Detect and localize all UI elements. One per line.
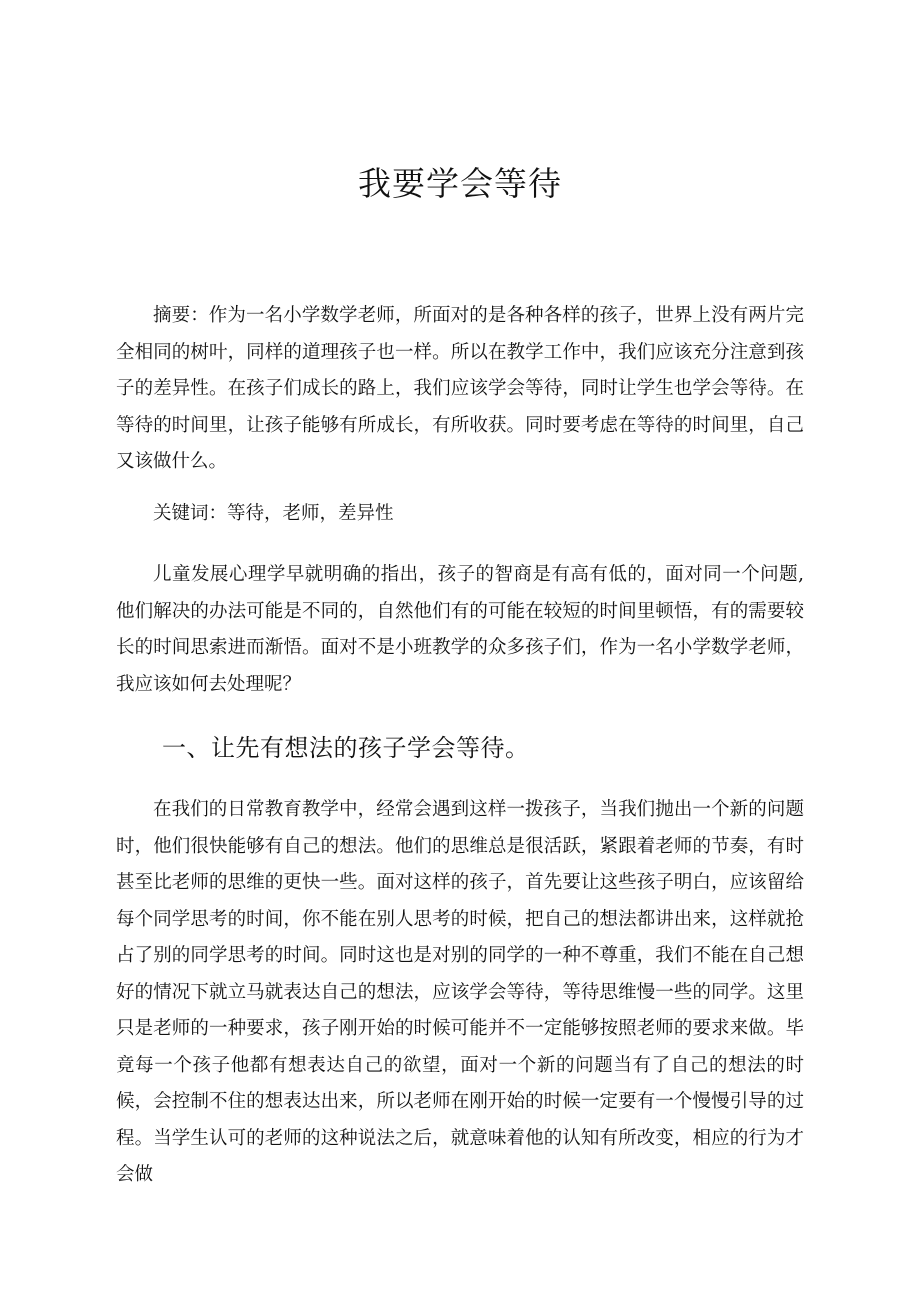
- keywords-paragraph: 关键词：等待，老师，差异性: [153, 503, 394, 524]
- document-title: 我要学会等待: [358, 164, 562, 203]
- abstract-paragraph: 摘要：作为一名小学数学老师，所面对的是各种各样的孩子，世界上没有两片完全相同的树叶，同样的道理孩子也一样。所以在教学工作中，我们应该充分注意到孩子的差异性。在孩子们成长的路上，我们应该学会等待，同时让学生也学会等待。在等待的时间里，让孩子能够有所成长，有所收获。同时要考虑在等待的时间里，自己又该做什么。: [116, 305, 804, 472]
- intro-paragraph: 儿童发展心理学早就明确的指出，孩子的智商是有高有低的，面对同一个问题,他们解决的办法可能是不同的，自然他们有的可能在较短的时间里顿悟，有的需要较长的时间思索进而渐悟。面对不是小班教学的众多孩子们，作为一名小学数学老师，我应该如何去处理呢？: [116, 564, 804, 695]
- section-1-heading: 一、让先有想法的孩子学会等待。: [162, 734, 530, 762]
- section-1-body-paragraph: 在我们的日常教育教学中，经常会遇到这样一拨孩子，当我们抛出一个新的问题时，他们很快能够有自己的想法。他们的思维总是很活跃，紧跟着老师的节奏，有时甚至比老师的思维的更快一些。面对这样的孩子，首先要让这些孩子明白，应该留给每个同学思考的时间，你不能在别人思考的时候，把自己的想法都讲出来，这样就抢占了别的同学思考的时间。同时这也是对别的同学的一种不尊重，我们不能在自己想好的情况下就立马就表达自己的想法，应该学会等待，等待思维慢一些的同学。这里只是老师的一种要求，孩子刚开始的时候可能并不一定能够按照老师的要求来做。毕竟每一个孩子他都有想表达自己的欲望，面对一个新的问题当有了自己的想法的时候，会控制不住的想表达出来，所以老师在刚开始的时候一定要有一个慢慢引导的过程。当学生认可的老师的这种说法之后，就意味着他的认知有所改变，相应的行为才会做: [116, 799, 804, 1185]
